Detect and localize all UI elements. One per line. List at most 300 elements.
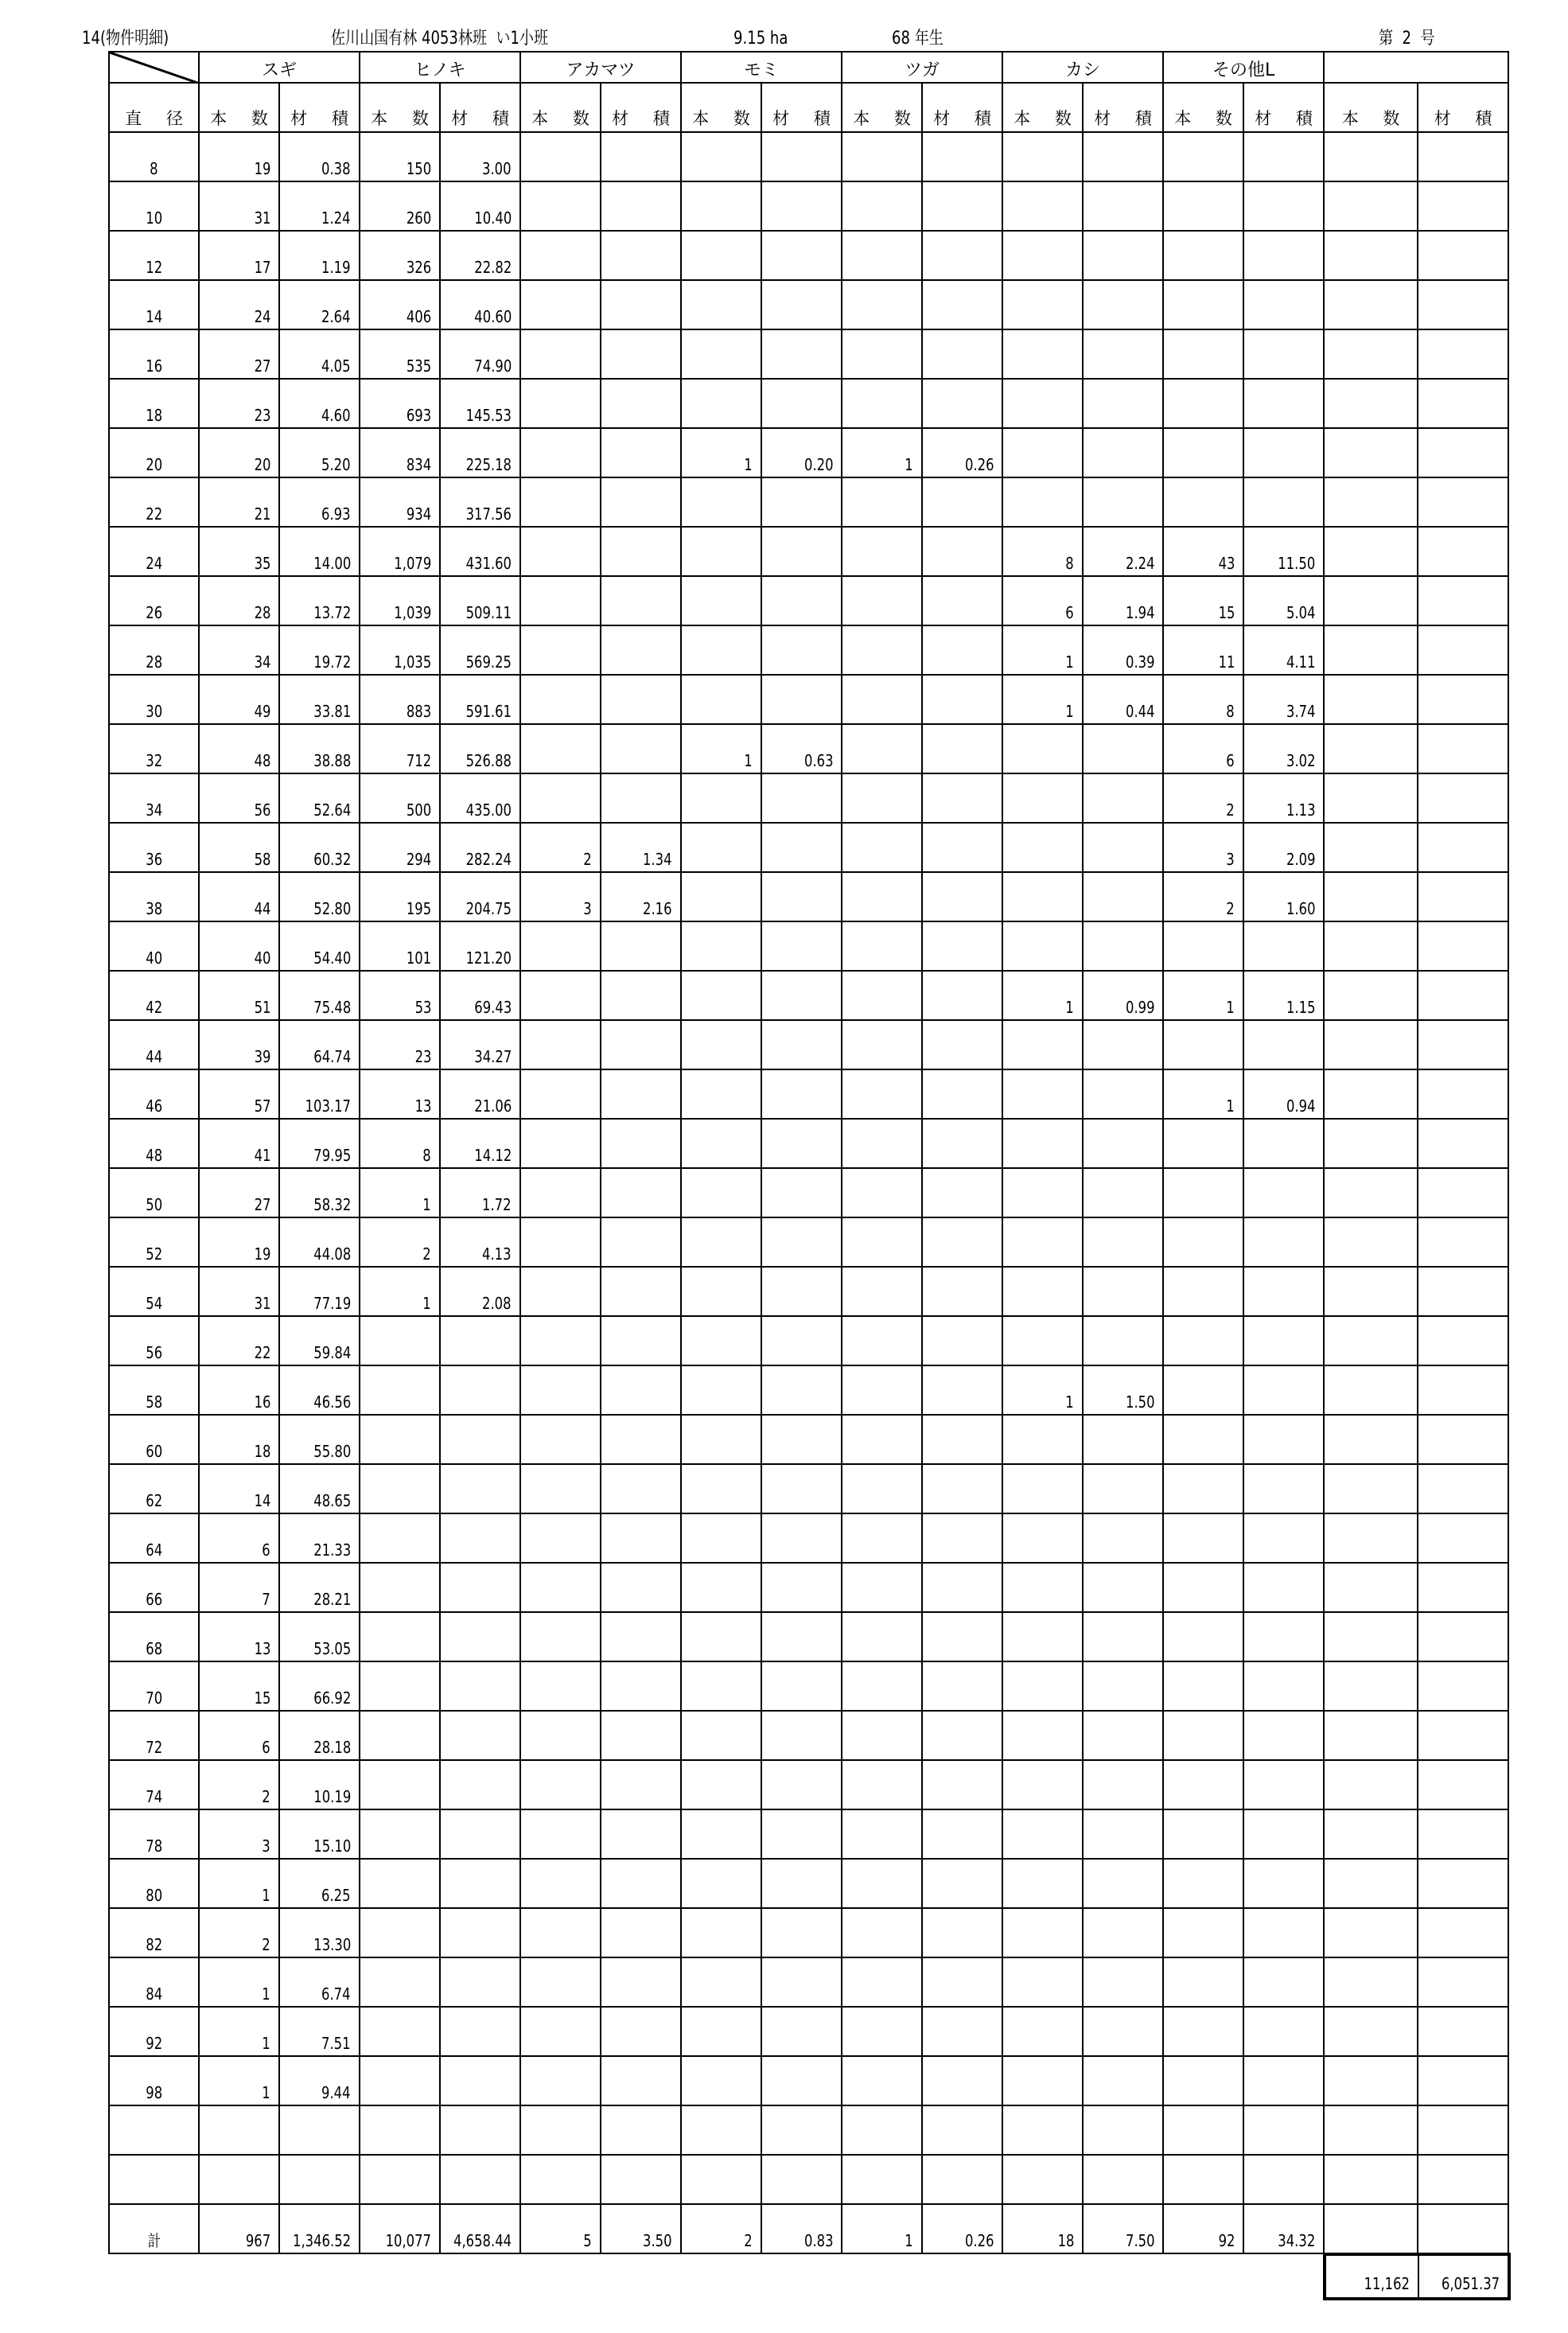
volume-cell bbox=[1418, 1069, 1508, 1119]
count-cell bbox=[1002, 1908, 1083, 1957]
volume-cell bbox=[440, 1563, 520, 1612]
count-header: 本 数 bbox=[1163, 83, 1243, 132]
volume-cell: 44.08 bbox=[279, 1217, 360, 1267]
count-cell bbox=[1002, 1661, 1083, 1711]
count-cell: 101 bbox=[360, 921, 440, 971]
species-header: ヒノキ bbox=[360, 52, 520, 83]
volume-cell: 34.32 bbox=[1243, 2204, 1324, 2253]
count-cell bbox=[1324, 625, 1418, 675]
volume-cell bbox=[601, 428, 681, 477]
volume-cell bbox=[1243, 1316, 1324, 1365]
volume-cell bbox=[1243, 2007, 1324, 2056]
volume-cell bbox=[440, 1415, 520, 1464]
count-cell bbox=[360, 1316, 440, 1365]
count-cell: 1 bbox=[1163, 971, 1243, 1020]
volume-cell: 60.32 bbox=[279, 823, 360, 872]
count-cell bbox=[681, 2155, 761, 2204]
volume-cell bbox=[1083, 1859, 1163, 1908]
volume-cell: 1.19 bbox=[279, 231, 360, 280]
species-header: ツガ bbox=[842, 52, 1002, 83]
volume-cell: 13.30 bbox=[279, 1908, 360, 1957]
count-cell bbox=[1163, 1809, 1243, 1859]
volume-cell bbox=[1243, 1365, 1324, 1415]
count-cell: 2 bbox=[520, 823, 601, 872]
count-cell bbox=[520, 1612, 601, 1661]
volume-cell: 2.16 bbox=[601, 872, 681, 921]
volume-cell bbox=[601, 1119, 681, 1168]
count-cell bbox=[520, 428, 601, 477]
count-cell: 1 bbox=[1002, 675, 1083, 724]
count-cell bbox=[681, 971, 761, 1020]
count-cell: 13 bbox=[360, 1069, 440, 1119]
count-cell bbox=[1002, 477, 1083, 527]
diameter-cell: 14 bbox=[109, 280, 199, 329]
volume-cell bbox=[1243, 1020, 1324, 1069]
count-cell bbox=[842, 724, 922, 773]
count-cell bbox=[681, 921, 761, 971]
volume-cell: 431.60 bbox=[440, 527, 520, 576]
diameter-cell: 64 bbox=[109, 1513, 199, 1563]
species-header: カシ bbox=[1002, 52, 1163, 83]
count-cell bbox=[1324, 2204, 1418, 2253]
count-cell bbox=[520, 773, 601, 823]
count-cell bbox=[1324, 1809, 1418, 1859]
count-cell bbox=[1002, 2056, 1083, 2105]
volume-cell: 3.02 bbox=[1243, 724, 1324, 773]
count-cell bbox=[360, 1957, 440, 2007]
volume-header: 材 積 bbox=[1243, 83, 1324, 132]
volume-cell bbox=[1083, 1661, 1163, 1711]
volume-cell bbox=[1243, 1661, 1324, 1711]
count-cell bbox=[1324, 527, 1418, 576]
volume-cell bbox=[761, 1267, 842, 1316]
count-cell bbox=[842, 625, 922, 675]
volume-cell: 21.33 bbox=[279, 1513, 360, 1563]
count-cell: 56 bbox=[199, 773, 279, 823]
volume-cell bbox=[601, 773, 681, 823]
volume-cell bbox=[1243, 1513, 1324, 1563]
area-value: 9.15 ha bbox=[733, 29, 788, 49]
volume-cell: 4.60 bbox=[279, 379, 360, 428]
species-header: アカマツ bbox=[520, 52, 681, 83]
volume-cell bbox=[1083, 132, 1163, 181]
volume-cell bbox=[1418, 1168, 1508, 1217]
volume-cell bbox=[1418, 428, 1508, 477]
volume-cell bbox=[1418, 280, 1508, 329]
volume-cell bbox=[1083, 823, 1163, 872]
volume-cell bbox=[1418, 1217, 1508, 1267]
count-cell bbox=[520, 1760, 601, 1809]
volume-cell bbox=[761, 576, 842, 625]
volume-cell bbox=[1243, 181, 1324, 231]
table-row bbox=[109, 1415, 1508, 1464]
table-row bbox=[109, 280, 1508, 329]
volume-cell bbox=[922, 1069, 1002, 1119]
volume-cell bbox=[601, 379, 681, 428]
count-cell bbox=[842, 872, 922, 921]
count-cell: 1 bbox=[199, 1859, 279, 1908]
count-cell: 1 bbox=[842, 2204, 922, 2253]
volume-cell: 3.74 bbox=[1243, 675, 1324, 724]
table-row bbox=[109, 428, 1508, 477]
count-cell bbox=[1324, 231, 1418, 280]
volume-cell: 1.13 bbox=[1243, 773, 1324, 823]
count-cell bbox=[842, 1415, 922, 1464]
volume-cell bbox=[440, 2007, 520, 2056]
volume-cell: 19.72 bbox=[279, 625, 360, 675]
count-cell: 2 bbox=[1163, 872, 1243, 921]
species-header bbox=[1324, 52, 1508, 83]
count-cell bbox=[520, 576, 601, 625]
count-cell bbox=[842, 2056, 922, 2105]
volume-cell bbox=[601, 675, 681, 724]
count-cell bbox=[1324, 181, 1418, 231]
volume-cell bbox=[1083, 1316, 1163, 1365]
count-cell bbox=[681, 1365, 761, 1415]
count-cell bbox=[1002, 379, 1083, 428]
volume-cell bbox=[1243, 1267, 1324, 1316]
volume-cell bbox=[761, 231, 842, 280]
volume-cell bbox=[1243, 1119, 1324, 1168]
table-row bbox=[109, 1365, 1508, 1415]
count-cell bbox=[681, 872, 761, 921]
count-cell: 535 bbox=[360, 329, 440, 379]
volume-cell: 22.82 bbox=[440, 231, 520, 280]
volume-cell bbox=[601, 181, 681, 231]
table-row bbox=[109, 2155, 1508, 2204]
volume-cell bbox=[922, 1415, 1002, 1464]
count-cell: 294 bbox=[360, 823, 440, 872]
volume-cell bbox=[761, 2056, 842, 2105]
volume-cell: 1.72 bbox=[440, 1168, 520, 1217]
count-cell bbox=[520, 1513, 601, 1563]
count-cell: 44 bbox=[199, 872, 279, 921]
count-cell bbox=[520, 1661, 601, 1711]
volume-cell bbox=[922, 1908, 1002, 1957]
count-cell bbox=[1002, 1711, 1083, 1760]
count-cell bbox=[1002, 2105, 1083, 2155]
volume-cell: 4.05 bbox=[279, 329, 360, 379]
diameter-cell: 92 bbox=[109, 2007, 199, 2056]
count-cell bbox=[1324, 1957, 1418, 2007]
volume-cell: 1.15 bbox=[1243, 971, 1324, 1020]
volume-cell bbox=[1418, 1267, 1508, 1316]
volume-cell bbox=[1083, 1119, 1163, 1168]
volume-cell bbox=[1418, 231, 1508, 280]
count-cell: 3 bbox=[199, 1809, 279, 1859]
count-header: 本 数 bbox=[1002, 83, 1083, 132]
count-cell bbox=[1002, 1316, 1083, 1365]
count-cell bbox=[1163, 379, 1243, 428]
count-cell: 693 bbox=[360, 379, 440, 428]
count-cell bbox=[842, 2007, 922, 2056]
volume-cell bbox=[1418, 132, 1508, 181]
diameter-cell: 78 bbox=[109, 1809, 199, 1859]
count-cell bbox=[520, 971, 601, 1020]
volume-cell bbox=[1083, 329, 1163, 379]
count-cell bbox=[681, 181, 761, 231]
table-row bbox=[109, 132, 1508, 181]
count-cell bbox=[1324, 2155, 1418, 2204]
volume-cell: 0.83 bbox=[761, 2204, 842, 2253]
volume-cell: 55.80 bbox=[279, 1415, 360, 1464]
count-cell: 48 bbox=[199, 724, 279, 773]
count-cell: 21 bbox=[199, 477, 279, 527]
volume-cell: 13.72 bbox=[279, 576, 360, 625]
volume-cell bbox=[1418, 329, 1508, 379]
diameter-cell: 58 bbox=[109, 1365, 199, 1415]
volume-cell bbox=[922, 329, 1002, 379]
volume-cell: 317.56 bbox=[440, 477, 520, 527]
count-cell bbox=[1163, 2056, 1243, 2105]
volume-cell bbox=[761, 1859, 842, 1908]
count-cell: 2 bbox=[681, 2204, 761, 2253]
count-cell bbox=[1002, 872, 1083, 921]
volume-cell bbox=[1243, 1464, 1324, 1513]
count-cell bbox=[681, 2105, 761, 2155]
volume-cell bbox=[1083, 1711, 1163, 1760]
count-cell: 1 bbox=[360, 1267, 440, 1316]
volume-cell bbox=[601, 1859, 681, 1908]
volume-cell bbox=[1083, 477, 1163, 527]
count-cell: 43 bbox=[1163, 527, 1243, 576]
count-header: 本 数 bbox=[842, 83, 922, 132]
volume-cell bbox=[1418, 773, 1508, 823]
volume-cell bbox=[601, 1612, 681, 1661]
count-cell bbox=[520, 1859, 601, 1908]
volume-cell: 77.19 bbox=[279, 1267, 360, 1316]
table-row bbox=[109, 1069, 1508, 1119]
count-cell: 834 bbox=[360, 428, 440, 477]
volume-cell: 59.84 bbox=[279, 1316, 360, 1365]
volume-cell bbox=[1083, 1957, 1163, 2007]
count-cell bbox=[1163, 2007, 1243, 2056]
volume-cell: 1.50 bbox=[1083, 1365, 1163, 1415]
table-row bbox=[109, 1908, 1508, 1957]
volume-cell bbox=[761, 1809, 842, 1859]
count-cell bbox=[1163, 1859, 1243, 1908]
diameter-cell: 38 bbox=[109, 872, 199, 921]
count-cell: 28 bbox=[199, 576, 279, 625]
count-cell bbox=[1324, 1563, 1418, 1612]
count-cell: 5 bbox=[520, 2204, 601, 2253]
volume-cell bbox=[922, 1168, 1002, 1217]
count-cell bbox=[1324, 1316, 1418, 1365]
volume-cell bbox=[1083, 921, 1163, 971]
count-cell bbox=[681, 1957, 761, 2007]
volume-cell bbox=[1418, 1365, 1508, 1415]
count-cell bbox=[842, 921, 922, 971]
volume-cell bbox=[1243, 428, 1324, 477]
table-row bbox=[109, 625, 1508, 675]
volume-cell bbox=[601, 1168, 681, 1217]
volume-cell bbox=[761, 823, 842, 872]
volume-cell bbox=[601, 329, 681, 379]
count-cell: 15 bbox=[1163, 576, 1243, 625]
table-row bbox=[109, 329, 1508, 379]
count-cell bbox=[520, 1464, 601, 1513]
volume-cell: 7.51 bbox=[279, 2007, 360, 2056]
volume-cell bbox=[601, 1069, 681, 1119]
volume-cell bbox=[1083, 2105, 1163, 2155]
count-cell bbox=[842, 1119, 922, 1168]
volume-cell: 53.05 bbox=[279, 1612, 360, 1661]
count-cell bbox=[842, 2155, 922, 2204]
species-header-row bbox=[109, 52, 1508, 83]
volume-cell bbox=[922, 2007, 1002, 2056]
volume-cell bbox=[601, 477, 681, 527]
count-cell bbox=[1324, 2105, 1418, 2155]
table-row bbox=[109, 2105, 1508, 2155]
volume-cell: 34.27 bbox=[440, 1020, 520, 1069]
diameter-cell: 22 bbox=[109, 477, 199, 527]
volume-cell: 14.12 bbox=[440, 1119, 520, 1168]
count-cell bbox=[681, 1069, 761, 1119]
count-cell bbox=[681, 1563, 761, 1612]
diameter-cell: 50 bbox=[109, 1168, 199, 1217]
volume-cell: 48.65 bbox=[279, 1464, 360, 1513]
volume-cell: 0.44 bbox=[1083, 675, 1163, 724]
volume-cell bbox=[601, 132, 681, 181]
count-cell: 16 bbox=[199, 1365, 279, 1415]
volume-cell bbox=[1083, 1908, 1163, 1957]
count-cell: 35 bbox=[199, 527, 279, 576]
count-cell bbox=[842, 1859, 922, 1908]
count-cell bbox=[1163, 428, 1243, 477]
sheet-number: 第 2 号 bbox=[1379, 29, 1435, 49]
diameter-cell: 34 bbox=[109, 773, 199, 823]
volume-cell bbox=[761, 181, 842, 231]
count-cell bbox=[520, 527, 601, 576]
volume-cell bbox=[1083, 724, 1163, 773]
count-cell: 53 bbox=[360, 971, 440, 1020]
volume-cell bbox=[922, 773, 1002, 823]
volume-cell bbox=[1418, 576, 1508, 625]
count-cell bbox=[1163, 1563, 1243, 1612]
volume-cell bbox=[761, 1612, 842, 1661]
count-cell bbox=[681, 1464, 761, 1513]
count-cell bbox=[1324, 872, 1418, 921]
count-cell bbox=[1002, 231, 1083, 280]
volume-cell bbox=[1243, 1612, 1324, 1661]
table-row bbox=[109, 724, 1508, 773]
volume-cell bbox=[761, 625, 842, 675]
volume-cell bbox=[1083, 1513, 1163, 1563]
count-cell: 31 bbox=[199, 1267, 279, 1316]
count-cell bbox=[1163, 132, 1243, 181]
volume-cell bbox=[1243, 329, 1324, 379]
diameter-cell: 80 bbox=[109, 1859, 199, 1908]
volume-cell: 4,658.44 bbox=[440, 2204, 520, 2253]
count-cell bbox=[842, 527, 922, 576]
diameter-cell: 84 bbox=[109, 1957, 199, 2007]
count-cell bbox=[1324, 823, 1418, 872]
count-cell bbox=[1324, 1711, 1418, 1760]
volume-cell bbox=[922, 1316, 1002, 1365]
diameter-cell: 52 bbox=[109, 1217, 199, 1267]
count-cell bbox=[1163, 1908, 1243, 1957]
volume-cell: 46.56 bbox=[279, 1365, 360, 1415]
count-cell: 23 bbox=[360, 1020, 440, 1069]
table-row bbox=[109, 1711, 1508, 1760]
count-cell bbox=[681, 773, 761, 823]
volume-cell bbox=[1418, 823, 1508, 872]
volume-cell bbox=[1083, 1020, 1163, 1069]
count-cell bbox=[520, 1957, 601, 2007]
volume-cell bbox=[1418, 2007, 1508, 2056]
count-cell bbox=[520, 379, 601, 428]
volume-cell bbox=[1243, 2056, 1324, 2105]
count-cell bbox=[520, 1908, 601, 1957]
count-cell bbox=[1324, 2056, 1418, 2105]
count-cell: 326 bbox=[360, 231, 440, 280]
diameter-cell bbox=[109, 2105, 199, 2155]
count-cell: 40 bbox=[199, 921, 279, 971]
count-cell bbox=[360, 1711, 440, 1760]
volume-cell bbox=[1418, 1612, 1508, 1661]
volume-cell bbox=[1243, 921, 1324, 971]
count-cell bbox=[681, 1020, 761, 1069]
volume-cell bbox=[279, 2155, 360, 2204]
volume-cell: 21.06 bbox=[440, 1069, 520, 1119]
volume-cell bbox=[440, 2056, 520, 2105]
volume-cell bbox=[279, 2105, 360, 2155]
count-cell bbox=[842, 1760, 922, 1809]
volume-cell bbox=[922, 1711, 1002, 1760]
count-cell bbox=[520, 625, 601, 675]
count-cell: 1 bbox=[681, 724, 761, 773]
diameter-cell: 26 bbox=[109, 576, 199, 625]
volume-cell: 74.90 bbox=[440, 329, 520, 379]
volume-cell: 33.81 bbox=[279, 675, 360, 724]
table-row bbox=[109, 181, 1508, 231]
count-cell bbox=[681, 379, 761, 428]
volume-cell bbox=[1418, 625, 1508, 675]
volume-header: 材 積 bbox=[761, 83, 842, 132]
diameter-cell: 44 bbox=[109, 1020, 199, 1069]
count-cell bbox=[1163, 1661, 1243, 1711]
count-cell bbox=[1163, 280, 1243, 329]
count-cell bbox=[681, 675, 761, 724]
volume-cell bbox=[601, 2155, 681, 2204]
count-cell bbox=[360, 1661, 440, 1711]
count-cell bbox=[1002, 329, 1083, 379]
volume-cell: 28.18 bbox=[279, 1711, 360, 1760]
volume-cell bbox=[1418, 379, 1508, 428]
grand-total-volume: 6,051.37 bbox=[1418, 2254, 1509, 2299]
count-cell bbox=[1163, 1119, 1243, 1168]
count-cell: 1 bbox=[1002, 1365, 1083, 1415]
volume-cell bbox=[761, 1513, 842, 1563]
count-cell bbox=[520, 132, 601, 181]
total-row bbox=[109, 2204, 1508, 2253]
count-cell bbox=[1002, 1809, 1083, 1859]
volume-cell bbox=[601, 1760, 681, 1809]
count-cell bbox=[1324, 1168, 1418, 1217]
count-cell bbox=[842, 1168, 922, 1217]
count-cell bbox=[1324, 971, 1418, 1020]
count-cell bbox=[842, 1563, 922, 1612]
table-row bbox=[109, 2007, 1508, 2056]
volume-cell bbox=[440, 1464, 520, 1513]
table-row bbox=[109, 1020, 1508, 1069]
count-cell bbox=[1324, 576, 1418, 625]
table-row bbox=[109, 1513, 1508, 1563]
count-cell bbox=[520, 1563, 601, 1612]
volume-cell: 11.50 bbox=[1243, 527, 1324, 576]
count-cell: 3 bbox=[520, 872, 601, 921]
volume-cell bbox=[922, 724, 1002, 773]
